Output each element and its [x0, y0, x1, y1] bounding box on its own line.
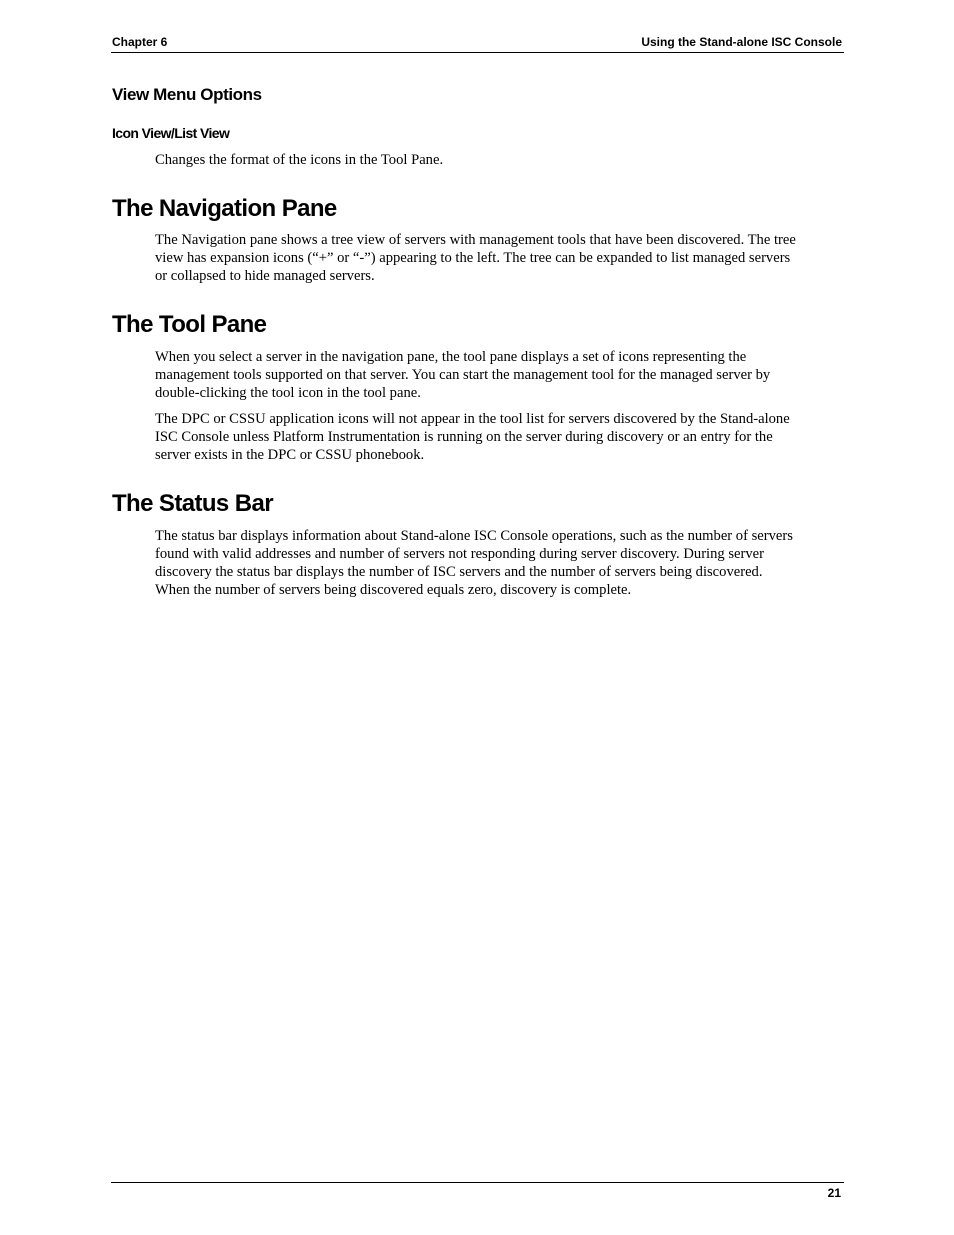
paragraph-line: server exists in the DPC or CSSU phonebook.	[155, 447, 425, 463]
paragraph-line: double-clicking the tool icon in the tool pane.	[155, 385, 421, 401]
page-number: 21	[827, 1186, 841, 1200]
paragraph-line: The DPC or CSSU application icons will not appear in the tool list for servers discovered by the Stand-alone	[155, 411, 790, 427]
page-header	[111, 34, 844, 53]
paragraph-line: When the number of servers being discovered equals zero, discovery is complete.	[155, 582, 632, 598]
paragraph-line: view has expansion icons (“+” or “-”) appearing to the left. The tree can be expanded to list managed servers	[155, 250, 791, 266]
paragraph-line: or collapsed to hide managed servers.	[155, 268, 375, 284]
paragraph-line: management tools supported on that server. You can start the management tool for the managed server by	[155, 367, 771, 383]
paragraph-line: When you select a server in the navigation pane, the tool pane displays a set of icons representing the	[155, 349, 747, 365]
tool-pane-paragraph-1	[155, 348, 845, 402]
navigation-pane-paragraph	[155, 231, 845, 285]
page-footer	[111, 1182, 844, 1203]
paragraph-line: The Navigation pane shows a tree view of servers with management tools that have been discovered. The tree	[155, 232, 796, 248]
view-menu-options-heading: View Menu Options	[112, 85, 262, 104]
paragraph-line: discovery the status bar displays the number of ISC servers and the number of servers being discovered.	[155, 564, 763, 580]
navigation-pane-heading: The Navigation Pane	[112, 195, 337, 222]
header-title: Using the Stand-alone ISC Console	[641, 35, 842, 49]
tool-pane-heading: The Tool Pane	[112, 311, 267, 338]
paragraph-line: ISC Console unless Platform Instrumentation is running on the server during discovery or an entry for the	[155, 429, 773, 445]
icon-view-list-view-heading: Icon View/List View	[112, 125, 230, 141]
tool-pane-paragraph-2	[155, 410, 845, 464]
paragraph-line: The status bar displays information about Stand-alone ISC Console operations, such as the number of servers	[155, 528, 793, 544]
icon-view-description: Changes the format of the icons in the Tool Pane.	[155, 152, 444, 168]
paragraph-line: found with valid addresses and number of servers not responding during server discovery. During server	[155, 546, 764, 562]
status-bar-paragraph	[155, 527, 845, 599]
status-bar-heading: The Status Bar	[112, 490, 273, 517]
chapter-label: Chapter 6	[112, 35, 168, 49]
